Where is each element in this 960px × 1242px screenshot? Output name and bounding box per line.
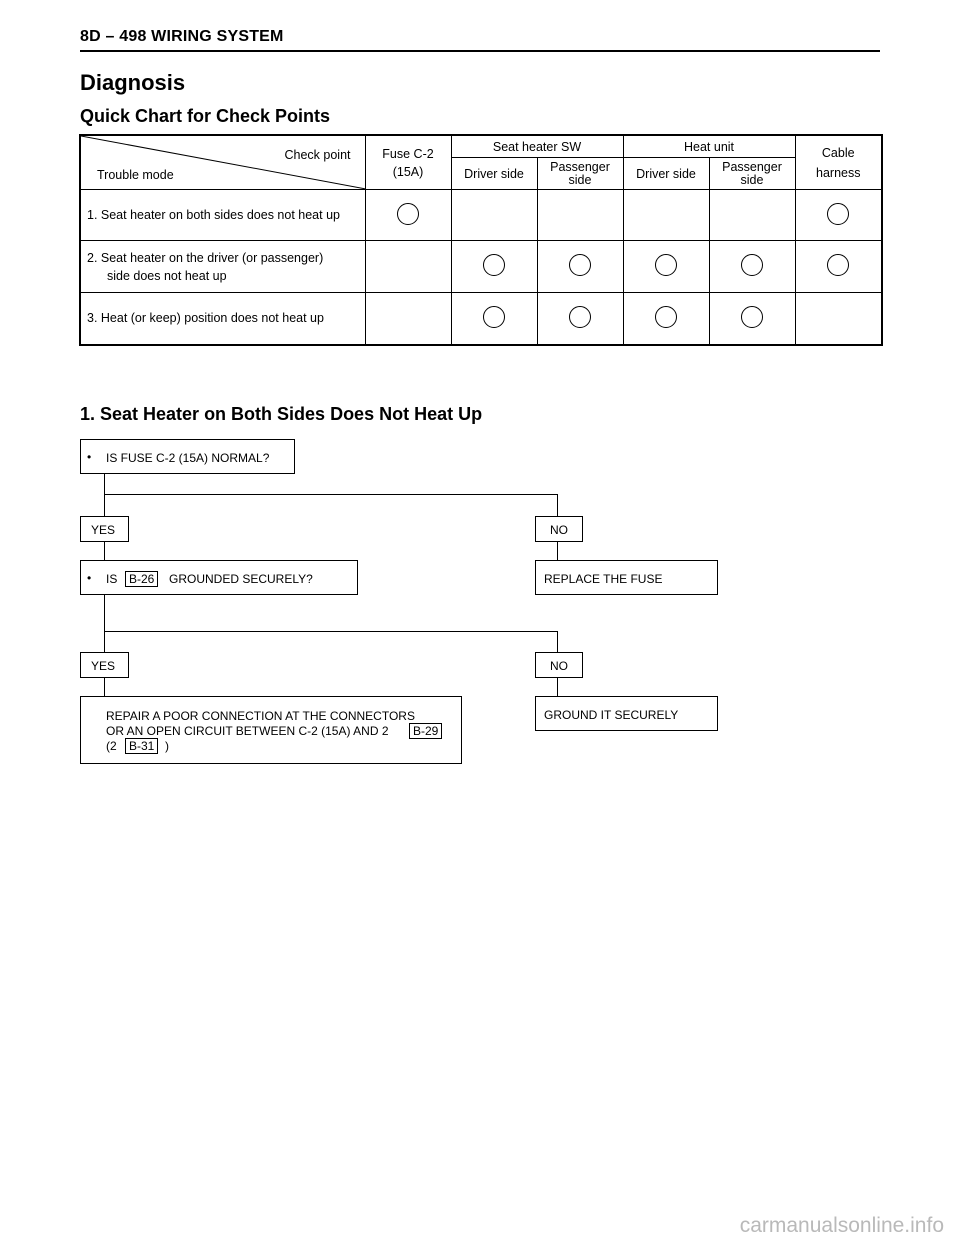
row-label-line1: 2. Seat heater on the driver (or passenger) bbox=[87, 250, 324, 265]
col-sw-passenger-line2: side bbox=[568, 172, 592, 187]
flow-line bbox=[557, 494, 558, 516]
col-unit-passenger-side bbox=[709, 158, 795, 190]
mark-cell bbox=[451, 190, 537, 241]
check-circle-icon bbox=[483, 254, 505, 276]
repair-line3-open: (2 bbox=[106, 739, 117, 753]
repair-box bbox=[80, 696, 462, 764]
row-label bbox=[80, 241, 365, 293]
mark-cell bbox=[795, 241, 882, 293]
mark-cell bbox=[537, 293, 623, 345]
row-label-line1: 1. Seat heater on both sides does not heat up bbox=[87, 208, 340, 222]
trouble-mode-label: Trouble mode bbox=[97, 168, 174, 182]
mark-cell bbox=[537, 241, 623, 293]
mark-cell bbox=[537, 190, 623, 241]
col-cable-line2: harness bbox=[816, 165, 861, 180]
mark-cell bbox=[795, 293, 882, 345]
check-circle-icon bbox=[483, 306, 505, 328]
ref-b29: B-29 bbox=[409, 723, 442, 739]
yes-label: YES bbox=[91, 523, 116, 537]
group-seat-heater-sw: Seat heater SW bbox=[451, 135, 623, 158]
col-sw-passenger-line1: Passenger bbox=[550, 159, 610, 174]
flow-line bbox=[104, 494, 557, 495]
check-circle-icon bbox=[655, 254, 677, 276]
repair-line3-close: ) bbox=[165, 739, 169, 753]
ground-it-text: GROUND IT SECURELY bbox=[544, 708, 679, 722]
no-box-2 bbox=[535, 652, 583, 678]
quick-chart-table bbox=[79, 134, 881, 343]
ground-check-box bbox=[80, 560, 358, 595]
row-label-line2: side does not heat up bbox=[107, 268, 227, 283]
watermark: carmanualsonline.info bbox=[739, 1214, 944, 1237]
repair-line1: REPAIR A POOR CONNECTION AT THE CONNECTORS bbox=[106, 709, 415, 723]
replace-fuse-text: REPLACE THE FUSE bbox=[544, 572, 663, 586]
check-point-label: Check point bbox=[284, 148, 351, 162]
no-label: NO bbox=[550, 659, 568, 673]
no-label: NO bbox=[550, 523, 568, 537]
col-sw-passenger-side bbox=[537, 158, 623, 190]
flow-line bbox=[557, 542, 558, 560]
yes-box-1 bbox=[80, 516, 129, 542]
ground-it-box bbox=[535, 696, 718, 731]
group-heat-unit: Heat unit bbox=[623, 135, 795, 158]
no-box-1 bbox=[535, 516, 583, 542]
page-header: 8D – 498 WIRING SYSTEM bbox=[80, 28, 284, 45]
ground-check-is: IS bbox=[106, 572, 118, 586]
flow-line bbox=[104, 474, 105, 516]
fuse-check-box bbox=[80, 439, 295, 474]
mark-cell bbox=[623, 241, 709, 293]
col-fuse-line1: Fuse C-2 bbox=[382, 146, 434, 161]
col-fuse bbox=[365, 135, 451, 190]
page-title: Diagnosis bbox=[80, 70, 186, 95]
repair-line2: OR AN OPEN CIRCUIT BETWEEN C-2 (15A) AND 2 bbox=[106, 724, 389, 738]
mark-cell bbox=[451, 241, 537, 293]
table-row bbox=[80, 190, 882, 241]
flow-line bbox=[104, 631, 557, 632]
bullet: • bbox=[87, 571, 92, 585]
ref-b26: B-26 bbox=[125, 571, 158, 587]
check-circle-icon bbox=[741, 254, 763, 276]
mark-cell bbox=[365, 293, 451, 345]
row-label bbox=[80, 293, 365, 345]
flow-line bbox=[557, 631, 558, 652]
flow-line bbox=[104, 595, 105, 652]
chart-subtitle: Quick Chart for Check Points bbox=[80, 106, 331, 126]
mark-cell bbox=[365, 190, 451, 241]
check-circle-icon bbox=[827, 254, 849, 276]
ground-check-question: GROUNDED SECURELY? bbox=[169, 572, 313, 586]
yes-box-2 bbox=[80, 652, 129, 678]
corner-cell bbox=[80, 135, 365, 190]
flow-line bbox=[557, 678, 558, 696]
check-circle-icon bbox=[655, 306, 677, 328]
fuse-check-question: IS FUSE C-2 (15A) NORMAL? bbox=[106, 451, 270, 465]
col-fuse-line2: (15A) bbox=[392, 164, 424, 179]
row-label bbox=[80, 190, 365, 241]
mark-cell bbox=[623, 190, 709, 241]
table-row bbox=[80, 293, 882, 345]
section-title: 1. Seat Heater on Both Sides Does Not Heat Up bbox=[80, 404, 483, 424]
flow-line bbox=[104, 542, 105, 560]
mark-cell bbox=[709, 293, 795, 345]
table-row bbox=[80, 241, 882, 293]
check-circle-icon bbox=[741, 306, 763, 328]
mark-cell bbox=[623, 293, 709, 345]
check-circle-icon bbox=[827, 203, 849, 225]
mark-cell bbox=[709, 241, 795, 293]
mark-cell bbox=[451, 293, 537, 345]
header-rule bbox=[80, 50, 880, 52]
col-sw-driver-side: Driver side bbox=[451, 158, 537, 190]
mark-cell bbox=[365, 241, 451, 293]
check-circle-icon bbox=[397, 203, 419, 225]
check-circle-icon bbox=[569, 306, 591, 328]
col-unit-driver-side: Driver side bbox=[623, 158, 709, 190]
yes-label: YES bbox=[91, 659, 116, 673]
mark-cell bbox=[709, 190, 795, 241]
mark-cell bbox=[795, 190, 882, 241]
bullet: • bbox=[87, 450, 92, 464]
col-unit-passenger-line1: Passenger bbox=[722, 159, 782, 174]
check-circle-icon bbox=[569, 254, 591, 276]
flow-line bbox=[104, 678, 105, 696]
col-cable-harness bbox=[795, 135, 882, 190]
row-label-line1: 3. Heat (or keep) position does not heat up bbox=[87, 311, 324, 326]
replace-fuse-box bbox=[535, 560, 718, 595]
col-unit-passenger-line2: side bbox=[740, 172, 764, 187]
col-cable-line1: Cable bbox=[821, 145, 855, 160]
ref-b31: B-31 bbox=[125, 738, 158, 754]
